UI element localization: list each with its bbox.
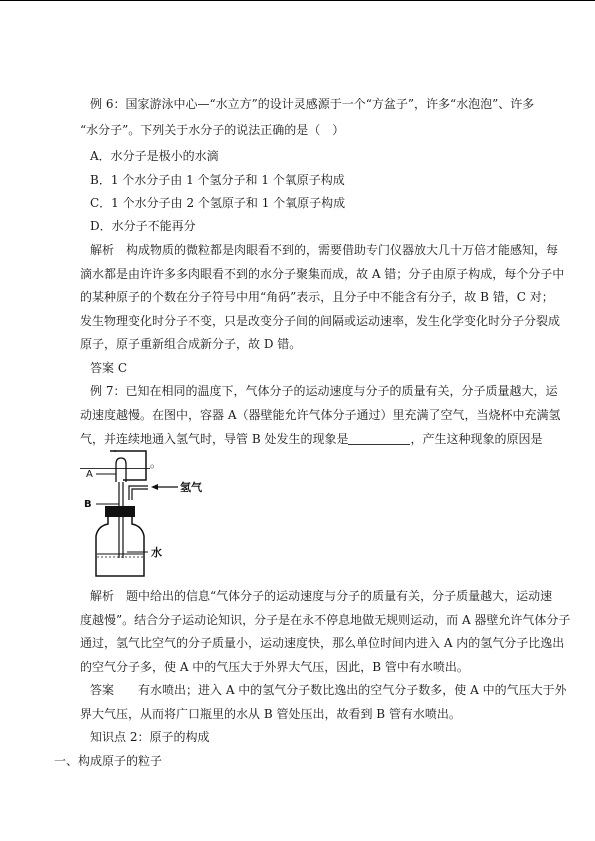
apparatus-figure xyxy=(80,446,220,581)
ex6-analysis-line-3: 的某种原子的个数在分子符号中用“角码”表示，且分子中不能含有分子，故 B 错，C 对； xyxy=(80,290,554,304)
label-water: 水 xyxy=(151,546,162,559)
ex6-answer: 答案 C xyxy=(90,361,127,375)
ex6-option-d: D．水分子不能再分 xyxy=(90,219,196,233)
ex7-analysis-line-1: 解析 题中给出的信息“气体分子的运动速度与分子的质量有关，分子质量越大，运动速 xyxy=(90,589,553,603)
ex7-question-text-b: ，产生这种现象的原因是 xyxy=(410,432,543,446)
ex7-question-line-3 xyxy=(80,431,542,447)
ex7-analysis-line-2: 度越慢”。结合分子运动论知识，分子是在永不停息地做无规则运动，而 A 器壁允许气体分子 xyxy=(80,613,571,627)
ex7-analysis-line-4: 的空气分子多，使 A 中的气压大于外界大气压，因此，B 管中有水喷出。 xyxy=(80,660,469,674)
ex7-question-line-1: 例 7：已知在相同的温度下，气体分子的运动速度与分子的质量有关，分子质量越大，运 xyxy=(90,384,558,398)
ex7-question-text-a: 气，并连续地通入氢气时，导管 B 处发生的现象是 xyxy=(80,432,349,446)
ex6-analysis-line-4: 发生物理变化时分子不变，只是改变分子间的间隔或运动速率，发生化学变化时分子分裂成 xyxy=(80,314,561,328)
ex7-question-end: 。 xyxy=(150,456,163,470)
container-a xyxy=(116,458,126,482)
ex7-analysis-line-3: 通过，氢气比空气的分子质量小，运动速度快，那么单位时间内进入 A 内的氢气分子比逸出 xyxy=(80,636,565,650)
ex6-question-line-1: 例 6：国家游泳中心—“水立方”的设计灵感源于一个“方盆子”，许多“水泡泡”、许多 xyxy=(90,97,535,111)
ex7-question-line-2: 动速度越慢。在图中，容器 A（器壁能允许气体分子通过）里充满了空气，当烧杯中充满氢 xyxy=(80,408,561,422)
answer-blank-1[interactable] xyxy=(348,432,410,445)
page-top-border xyxy=(0,0,595,1)
ex6-option-b: B．1 个水分子由 1 个氢分子和 1 个氧原子构成 xyxy=(90,173,345,187)
section-heading: 一、构成原子的粒子 xyxy=(54,754,163,768)
label-b: B xyxy=(84,499,92,510)
hydrogen-inlet-tube-inner xyxy=(132,489,148,500)
ex7-answer-line-2: 界大气压，从而将广口瓶里的水从 B 管处压出，故看到 B 管有水喷出。 xyxy=(80,707,461,721)
hydrogen-arrow-head xyxy=(151,484,158,490)
label-a: A xyxy=(86,469,93,480)
ex6-analysis-line-2: 滴水都是由许许多多肉眼看不到的水分子聚集而成，故 A 错；分子由原子构成，每个分子中 xyxy=(80,267,565,281)
ex6-analysis-line-5: 原子，原子重新组合成新分子，故 D 错。 xyxy=(80,337,302,351)
label-hydrogen: 氢气 xyxy=(180,481,202,494)
ex6-option-c: C．1 个水分子由 2 个氢原子和 1 个氧原子构成 xyxy=(90,196,346,210)
beaker-outline xyxy=(114,451,146,480)
ex6-question-line-2: “水分子”。下列关于水分子的说法正确的是（ ） xyxy=(80,123,345,137)
rubber-stopper xyxy=(105,506,135,517)
apparatus-diagram xyxy=(80,446,220,581)
ex6-option-a: A．水分子是极小的水滴 xyxy=(90,149,219,163)
knowledge-point-title: 知识点 2：原子的构成 xyxy=(90,730,210,744)
wide-mouth-bottle xyxy=(96,517,144,576)
ex7-answer-line-1: 答案 有水喷出；进入 A 中的氢气分子数比逸出的空气分子数多，使 A 中的气压大于外 xyxy=(90,683,567,697)
ex6-analysis-line-1: 解析 构成物质的微粒都是肉眼看不到的，需要借助专门仪器放大几十万倍才能感知，每 xyxy=(90,243,559,257)
